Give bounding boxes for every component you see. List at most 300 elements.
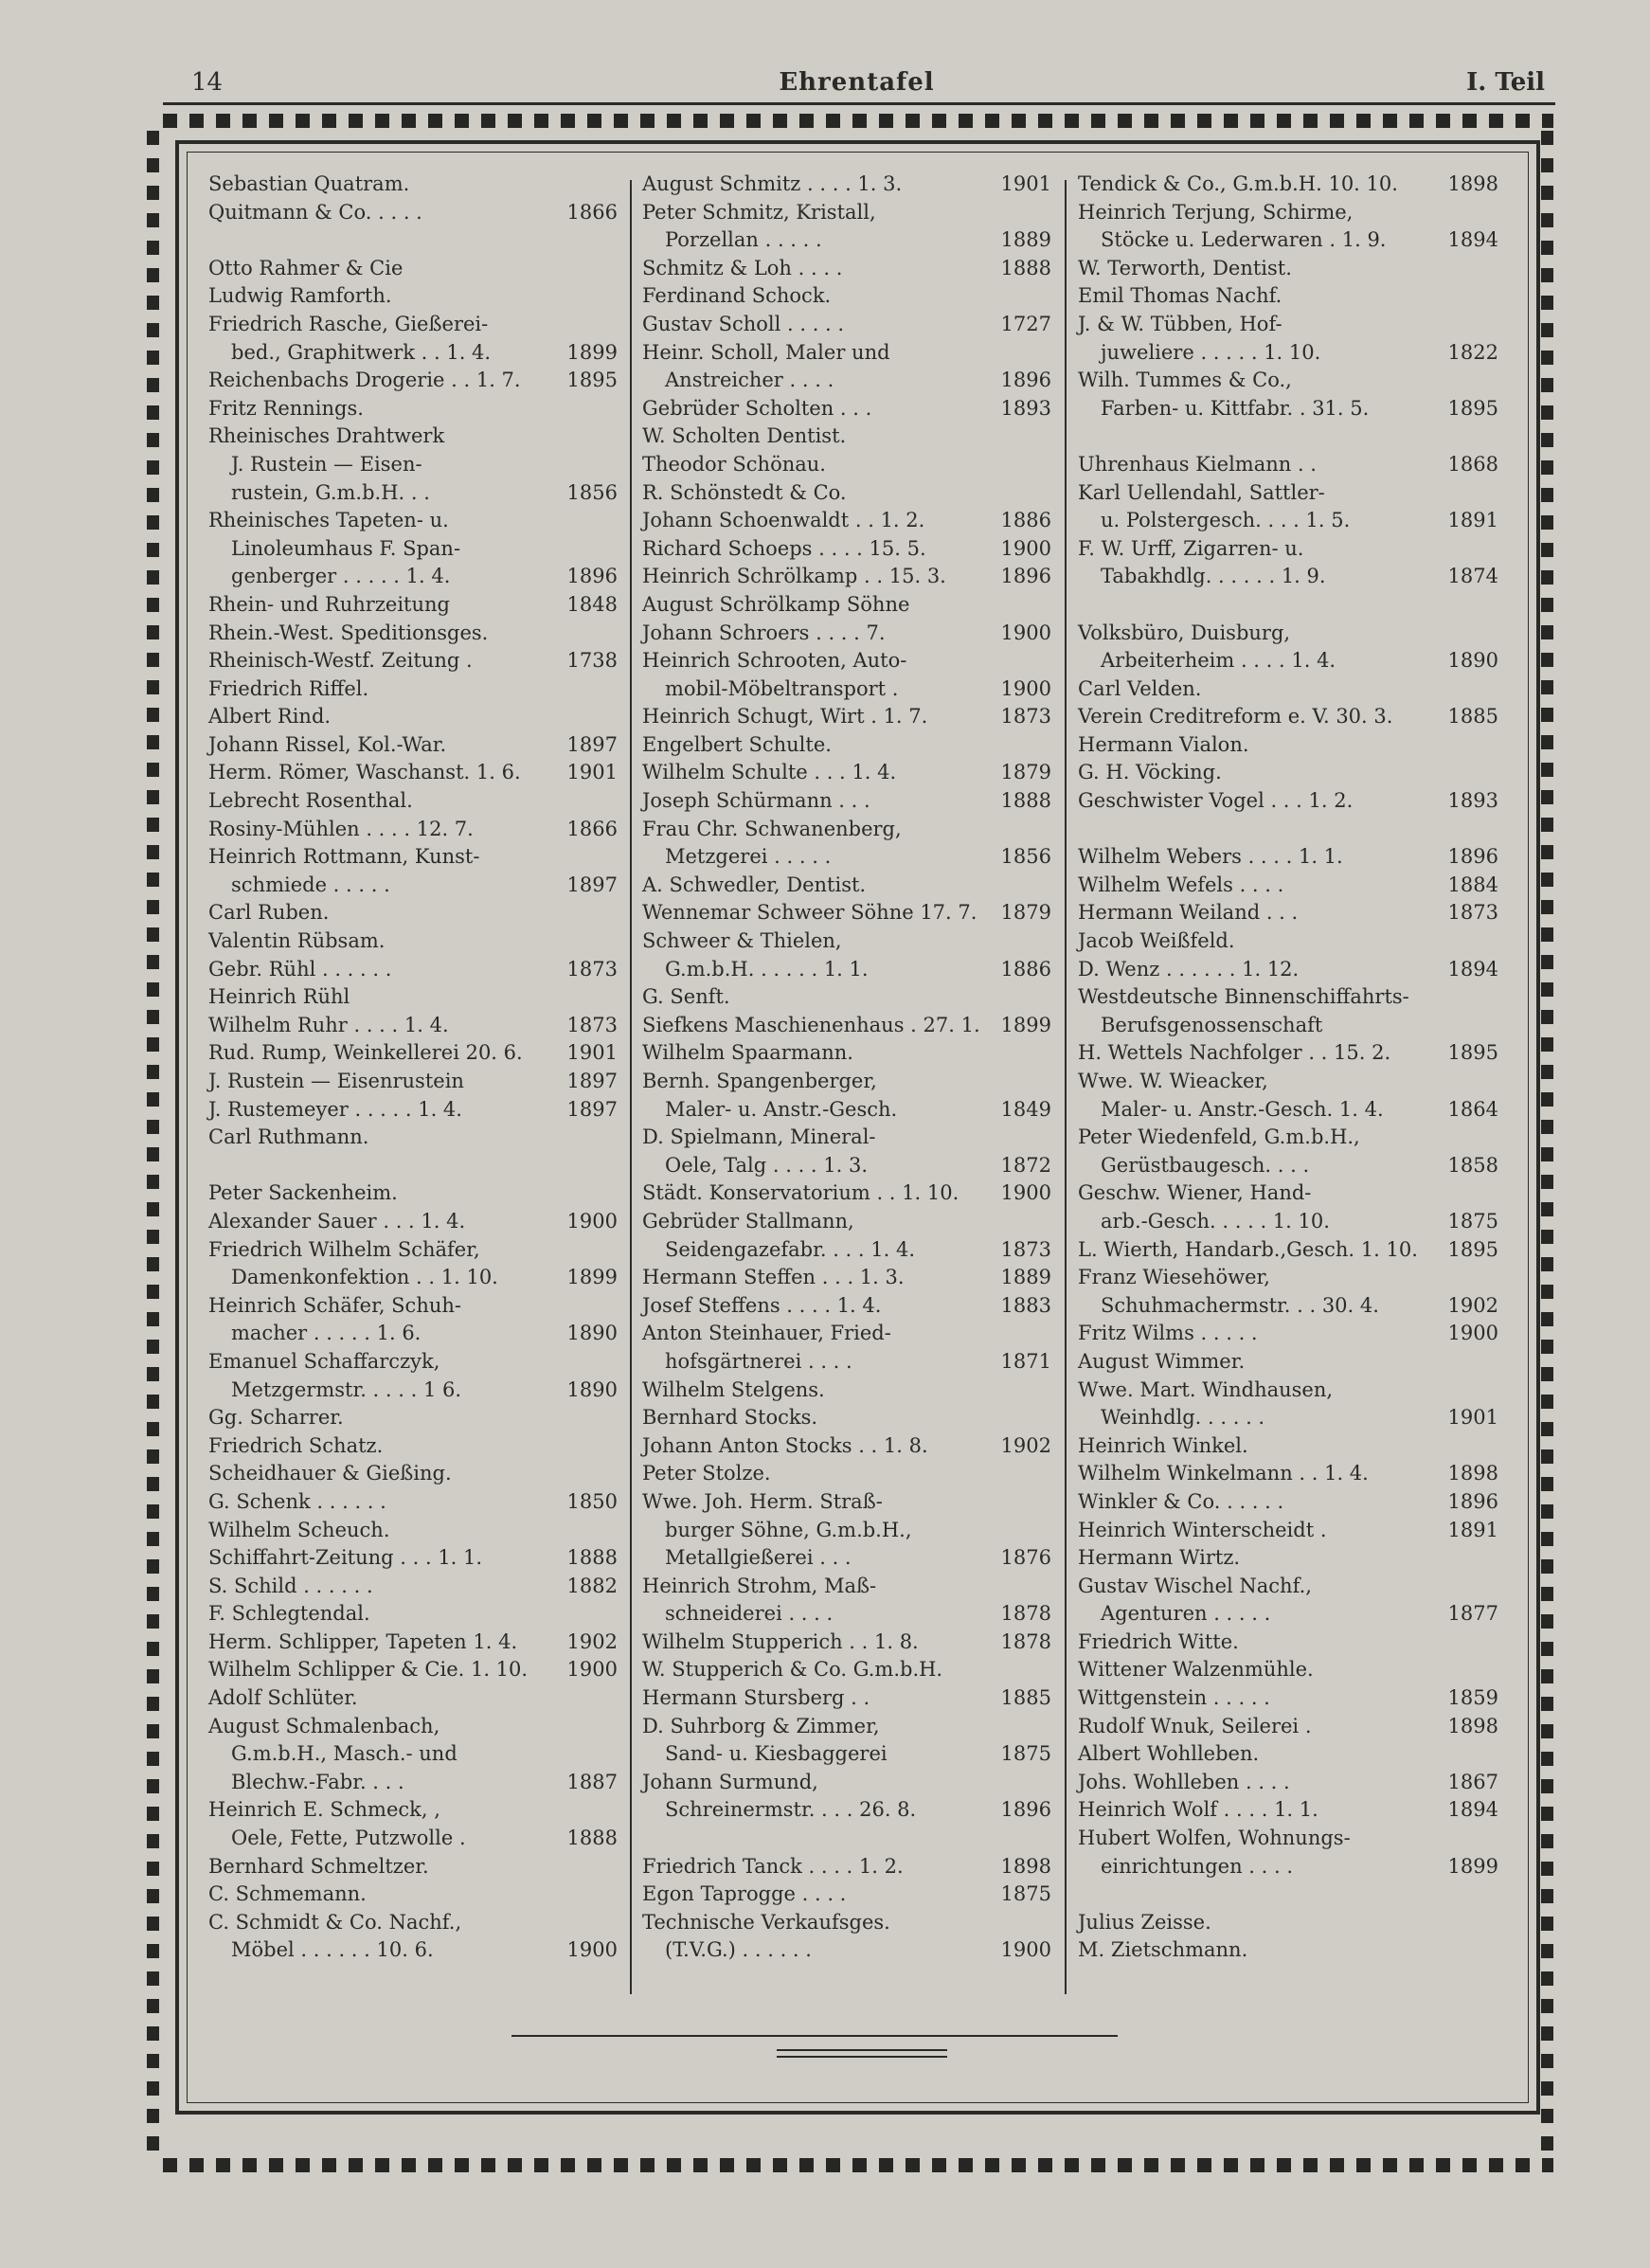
entry-text: Geschw. Wiener, Hand- [1078,1181,1312,1205]
entry-text: Peter Sackenheim. [208,1181,398,1205]
entry-text: Heinrich Schrooten, Auto- [642,649,907,673]
entry-year: 1900 [566,1209,618,1233]
list-item [208,1684,618,1713]
list-item [1078,563,1498,591]
list-item [208,479,618,508]
entry-year: 1902 [1000,1433,1051,1457]
list-item [1078,1432,1498,1461]
entry-year: 1896 [1447,845,1498,869]
list-item [642,1600,1051,1629]
list-item [1078,1740,1498,1769]
list-item [1078,1853,1498,1881]
list-item [208,787,618,816]
list-item [208,1377,618,1405]
list-item [1078,451,1498,479]
entry-text: R. Schönstedt & Co. [642,480,847,504]
entry-year: 1898 [1447,172,1498,195]
list-item [208,1068,618,1096]
entry-text: D. Suhrborg & Zimmer, [642,1714,880,1737]
list-item [642,1881,1051,1909]
list-item [1078,423,1498,451]
entry-year: 1873 [566,1013,618,1036]
list-item [208,395,618,423]
entry-text: Gg. Scharrer. [208,1406,344,1430]
entry-text: Heinrich Schrölkamp . . 15. 3. [642,565,946,588]
entry-text: G. H. Vöcking. [1078,761,1222,784]
entry-text: W. Stupperich & Co. G.m.b.H. [642,1658,943,1682]
list-item [1078,1096,1498,1125]
list-item [208,1825,618,1853]
entry-text: Möbel . . . . . . 10. 6. [231,1938,434,1962]
list-item [208,1012,618,1040]
list-item [1078,1573,1498,1601]
list-item [1078,1068,1498,1096]
list-item [208,423,618,451]
list-item [642,1152,1051,1180]
entry-text: Albert Rind. [208,705,332,729]
entry-text: Linoleumhaus F. Span- [231,536,461,560]
entry-year: 1727 [1000,312,1051,335]
entry-year: 1868 [1447,452,1498,476]
entry-year: 1889 [1000,228,1051,252]
list-item [208,675,618,704]
entry-year: 1900 [1000,536,1051,560]
list-item [208,1432,618,1461]
entry-text: Johs. Wohlleben . . . . [1078,1770,1290,1793]
column-2 [642,171,1051,1965]
entry-year: 1900 [1000,1938,1051,1962]
list-item [208,1039,618,1068]
entry-year: 1875 [1000,1882,1051,1906]
entry-text: Westdeutsche Binnenschiffahrts- [1078,985,1409,1009]
entry-text: Engelbert Schulte. [642,732,832,756]
list-item [1078,255,1498,283]
entry-text: Friedrich Wilhelm Schäfer, [208,1237,480,1261]
list-item [208,1656,618,1684]
entry-text: Agenturen . . . . . [1101,1602,1271,1626]
entry-text: Emil Thomas Nachf. [1078,284,1282,308]
list-item [208,1152,618,1180]
entry-year: 1849 [1000,1097,1051,1121]
list-item [208,899,618,927]
list-item [1078,1152,1498,1180]
entry-year: 1888 [566,1827,618,1850]
entry-text: Heinrich Winkel. [1078,1433,1248,1457]
list-item [1078,787,1498,816]
entry-text: u. Polstergesch. . . . 1. 5. [1101,509,1351,532]
entry-text: Gustav Scholl . . . . . [642,312,845,335]
entry-text: einrichtungen . . . . [1101,1854,1293,1878]
list-item [1078,1179,1498,1208]
entry-text: Hubert Wolfen, Wohnungs- [1078,1827,1351,1850]
closing-rule-short-2 [777,2056,947,2058]
list-item [208,1264,618,1292]
entry-year: 1864 [1447,1097,1498,1121]
entry-year: 1875 [1447,1209,1498,1233]
entry-year: 1872 [1000,1153,1051,1177]
entry-text: Sebastian Quatram. [208,172,410,195]
list-item [208,1600,618,1629]
entry-text: arb.-Gesch. . . . . 1. 10. [1101,1209,1330,1233]
list-item [208,731,618,760]
entry-text: Technische Verkaufsges. [642,1910,890,1934]
entry-year: 1895 [1447,396,1498,420]
entry-text: Emanuel Schaffarczyk, [208,1349,440,1373]
entry-text: macher . . . . . 1. 6. [231,1322,421,1345]
list-item [208,1404,618,1432]
entry-year: 1901 [566,761,618,784]
entry-year: 1895 [1447,1237,1498,1261]
entry-text: juweliere . . . . . 1. 10. [1101,340,1321,364]
entry-text: Schweer & Thielen, [642,929,842,953]
entry-text: D. Spielmann, Mineral- [642,1125,876,1149]
entry-text: schneiderei . . . . [665,1602,834,1626]
entry-text: Rheinisches Drahtwerk [208,424,445,448]
entry-year: 1882 [566,1574,618,1597]
entry-text: Berufsgenossenschaft [1101,1013,1323,1036]
list-item [642,507,1051,535]
list-item [208,983,618,1012]
list-item [208,1124,618,1152]
entry-text: J. & W. Tübben, Hof- [1078,312,1282,335]
entry-text: Rudolf Wnuk, Seilerei . [1078,1714,1312,1737]
entry-text: Wilh. Tummes & Co., [1078,369,1292,392]
list-item [642,451,1051,479]
list-item [1078,872,1498,900]
entry-text: Schreinermstr. . . . 26. 8. [665,1798,917,1822]
entry-text: Peter Stolze. [642,1462,771,1485]
list-item [642,1769,1051,1797]
list-item [208,535,618,564]
list-item [208,1769,618,1797]
list-item [1078,1629,1498,1657]
entry-text: Wilhelm Schlipper & Cie. 1. 10. [208,1658,529,1682]
entry-year: 1873 [1000,705,1051,729]
entry-text: Seidengazefabr. . . . 1. 4. [665,1237,915,1261]
entry-text: S. Schild . . . . . . [208,1574,373,1597]
list-item [208,816,618,844]
entry-text: Alexander Sauer . . . 1. 4. [208,1209,466,1233]
entry-year: 1902 [1447,1293,1498,1317]
list-item [208,1320,618,1348]
list-item [1078,591,1498,620]
list-item [1078,1600,1498,1629]
list-item [642,1684,1051,1713]
entry-year: 1895 [1447,1041,1498,1065]
entry-year: 1896 [566,565,618,588]
entry-year: 1873 [1000,1237,1051,1261]
entry-text: bed., Graphitwerk . . 1. 4. [231,340,492,364]
entry-year: 1866 [566,200,618,224]
entry-text: Josef Steffens . . . . 1. 4. [642,1293,882,1317]
list-item [208,1292,618,1321]
entry-text: Herm. Römer, Waschanst. 1. 6. [208,761,521,784]
list-item [642,731,1051,760]
list-item [1078,339,1498,368]
list-item [642,1264,1051,1292]
list-item [642,282,1051,311]
entry-text: Rosiny-Mühlen . . . . 12. 7. [208,817,474,840]
entry-text: Heinrich Terjung, Schirme, [1078,200,1354,224]
list-item [1078,1769,1498,1797]
column-divider-left [630,180,632,1994]
list-item [208,1517,618,1545]
entry-text: J. Rustemeyer . . . . . 1. 4. [208,1097,462,1121]
entry-text: Hermann Steffen . . . 1. 3. [642,1266,905,1289]
entry-text: Arbeiterheim . . . . 1. 4. [1101,649,1336,673]
list-item [642,1544,1051,1573]
entry-text: Heinrich E. Schmeck, , [208,1798,440,1822]
list-item [1078,1124,1498,1152]
entry-text: Gerüstbaugesch. . . . [1101,1153,1310,1177]
entry-text: Heinrich Rottmann, Kunst- [208,845,480,869]
entry-year: 1879 [1000,761,1051,784]
entry-year: 1886 [1000,509,1051,532]
entry-text: Friedrich Witte. [1078,1629,1239,1653]
list-item [1078,620,1498,648]
column-divider-right [1065,180,1067,1994]
list-item [1078,1517,1498,1545]
entry-text: Siefkens Maschienenhaus . 27. 1. [642,1013,980,1036]
entry-year: 1900 [1000,621,1051,644]
entry-text: Hermann Vialon. [1078,732,1249,756]
list-item [642,1432,1051,1461]
entry-text: Friedrich Rasche, Gießerei- [208,312,489,335]
entry-text: Farben- u. Kittfabr. . 31. 5. [1101,396,1370,420]
list-item [1078,956,1498,984]
entry-year: 1893 [1447,789,1498,813]
list-item [1078,535,1498,564]
entry-text: Uhrenhaus Kielmann . . [1078,452,1317,476]
entry-year: 1867 [1447,1770,1498,1793]
entry-year: 1890 [566,1322,618,1345]
entry-text: Maler- u. Anstr.-Gesch. [665,1097,898,1121]
list-item [1078,899,1498,927]
entry-text: Metzgermstr. . . . . 1 6. [231,1377,462,1401]
entry-text: Gustav Wischel Nachf., [1078,1574,1312,1597]
list-item [208,563,618,591]
entry-year: 1894 [1447,228,1498,252]
list-item [1078,1264,1498,1292]
entry-text: Herm. Schlipper, Tapeten 1. 4. [208,1629,518,1653]
list-item [1078,1684,1498,1713]
list-item [208,1460,618,1488]
entry-text: Heinrich Schäfer, Schuh- [208,1293,461,1317]
entry-text: Reichenbachs Drogerie . . 1. 7. [208,369,521,392]
list-item [642,1179,1051,1208]
list-item [208,1881,618,1909]
list-item [208,171,618,199]
list-item [208,1909,618,1937]
entry-text: Rud. Rump, Weinkellerei 20. 6. [208,1041,523,1065]
list-item [642,1292,1051,1321]
list-item [642,563,1051,591]
list-item [1078,171,1498,199]
list-item [642,423,1051,451]
list-item [208,451,618,479]
list-item [642,1488,1051,1517]
list-item [642,479,1051,508]
entry-year: 1858 [1447,1153,1498,1177]
list-item [1078,1936,1498,1965]
list-item [1078,731,1498,760]
entry-year: 1884 [1447,873,1498,896]
entry-text: Damenkonfektion . . 1. 10. [231,1266,498,1289]
list-item [642,367,1051,395]
entry-text: Peter Schmitz, Kristall, [642,200,876,224]
list-item [642,1377,1051,1405]
list-item [642,1348,1051,1377]
list-item [1078,1713,1498,1741]
entry-text: Stöcke u. Lederwaren . 1. 9. [1101,228,1387,252]
entry-text: G. Schenk . . . . . . [208,1489,386,1513]
entry-text: Carl Ruthmann. [208,1125,369,1149]
entry-year: 1885 [1000,1686,1051,1710]
list-item [208,843,618,872]
list-item [208,1853,618,1881]
entry-text: F. Schlegtendal. [208,1602,370,1626]
list-item [208,1179,618,1208]
list-item [208,1936,618,1965]
entry-text: Rheinisches Tapeten- u. [208,509,449,532]
entry-text: Carl Ruben. [208,901,330,925]
entry-text: August Schrölkamp Söhne [642,592,910,616]
entry-text: Gebrüder Scholten . . . [642,396,872,420]
list-item [1078,1881,1498,1909]
list-item [642,927,1051,956]
entry-year: 1900 [1000,1181,1051,1205]
entry-text: Volksbüro, Duisburg, [1078,621,1291,644]
entry-text: Wilhelm Stupperich . . 1. 8. [642,1629,919,1653]
entry-year: 1901 [566,1041,618,1065]
list-item [642,1629,1051,1657]
list-item [642,226,1051,255]
entry-text: burger Söhne, G.m.b.H., [665,1518,912,1541]
list-item [642,1517,1051,1545]
list-item [642,956,1051,984]
entry-text: Julius Zeisse. [1078,1910,1211,1934]
entry-year: 1889 [1000,1266,1051,1289]
entry-text: Wilhelm Winkelmann . . 1. 4. [1078,1462,1369,1485]
entry-year: 1877 [1447,1602,1498,1626]
border-left-dashes [147,131,159,2154]
entry-year: 1866 [566,817,618,840]
list-item [208,927,618,956]
page-header [163,64,1551,102]
entry-text: Jacob Weißfeld. [1078,929,1235,953]
list-item [208,1348,618,1377]
entry-text: Friedrich Tanck . . . . 1. 2. [642,1854,904,1878]
entry-year: 1859 [1447,1686,1498,1710]
entry-text: Heinrich Winterscheidt . [1078,1518,1327,1541]
entry-text: August Schmalenbach, [208,1714,440,1737]
list-item [642,395,1051,423]
entry-text: Johann Schoenwaldt . . 1. 2. [642,509,925,532]
entry-year: 1898 [1447,1714,1498,1737]
entry-year: 1898 [1000,1854,1051,1878]
list-item [208,647,618,675]
entry-text: mobil-Möbeltransport . [665,676,899,700]
list-item [1078,983,1498,1012]
list-item [642,1124,1051,1152]
entry-year: 1876 [1000,1546,1051,1570]
list-item [642,1012,1051,1040]
entry-text: C. Schmemann. [208,1882,367,1906]
entry-text: Wennemar Schweer Söhne 17. 7. [642,901,977,925]
entry-text: Städt. Konservatorium . . 1. 10. [642,1181,960,1205]
entry-text: Porzellan . . . . . [665,228,822,252]
entry-year: 1886 [1000,957,1051,981]
entry-text: Franz Wiesehöwer, [1078,1266,1270,1289]
list-item [1078,479,1498,508]
entry-text: Oele, Fette, Putzwolle . [231,1827,466,1850]
list-item [1078,843,1498,872]
entry-year: 1900 [1447,1322,1498,1345]
entry-text: Schmitz & Loh . . . . [642,256,843,279]
entry-text: G.m.b.H. . . . . . 1. 1. [665,957,869,981]
entry-year: 1899 [566,1266,618,1289]
list-item [1078,1796,1498,1825]
entry-text: Wwe. Mart. Windhausen, [1078,1377,1334,1401]
list-item [642,872,1051,900]
entry-text: Heinrich Rühl [208,985,350,1009]
entry-year: 1896 [1000,369,1051,392]
list-item [1078,282,1498,311]
list-item [1078,1208,1498,1236]
list-item [642,1825,1051,1853]
list-item [1078,1039,1498,1068]
list-item [642,339,1051,368]
entry-text: J. Rustein — Eisenrustein [208,1070,464,1092]
entry-text: genberger . . . . . 1. 4. [231,565,451,588]
entry-text: Anton Steinhauer, Fried- [642,1322,891,1345]
running-title: Ehrentafel [779,68,935,97]
column-1 [208,171,618,1965]
entry-text: Heinrich Strohm, Maß- [642,1574,877,1597]
entry-text: Verein Creditreform e. V. 30. 3. [1078,705,1393,729]
list-item [208,339,618,368]
entry-text: Wwe. W. Wieacker, [1078,1070,1268,1092]
entry-year: 1894 [1447,957,1498,981]
list-item [642,1096,1051,1125]
list-item [1078,927,1498,956]
entry-year: 1890 [1447,649,1498,673]
entry-text: W. Scholten Dentist. [642,424,847,448]
list-item [642,1208,1051,1236]
entry-text: Lebrecht Rosenthal. [208,789,413,813]
entry-text: Ludwig Ramforth. [208,284,392,308]
entry-text: Johann Schroers . . . . 7. [642,621,886,644]
list-item [642,620,1051,648]
list-item [208,1629,618,1657]
entry-text: Ferdinand Schock. [642,284,832,308]
list-item [642,1404,1051,1432]
entry-text: Blechw.-Fabr. . . . [231,1770,404,1793]
entry-year: 1895 [566,369,618,392]
entry-year: 1878 [1000,1602,1051,1626]
entry-text: Wittener Walzenmühle. [1078,1658,1314,1682]
list-item [1078,1012,1498,1040]
list-item [1078,1544,1498,1573]
list-item [208,1544,618,1573]
list-item [1078,1909,1498,1937]
list-item [208,1208,618,1236]
entry-text: M. Zietschmann. [1078,1938,1248,1962]
list-item [208,759,618,787]
entry-year: 1900 [566,1658,618,1682]
list-item [642,899,1051,927]
list-item [642,759,1051,787]
